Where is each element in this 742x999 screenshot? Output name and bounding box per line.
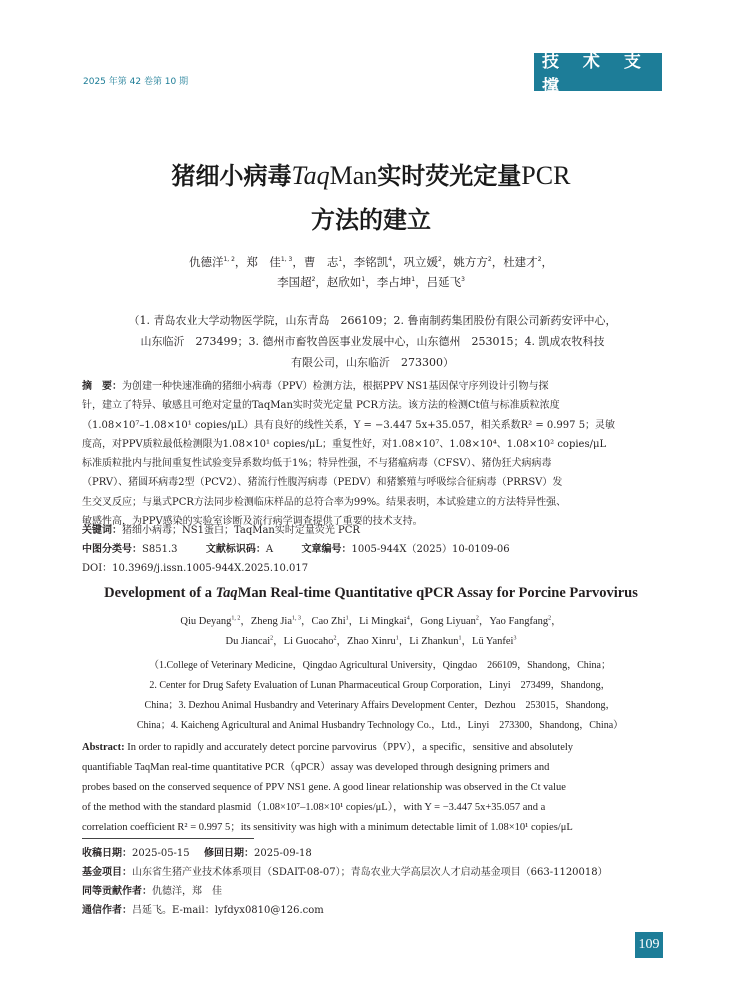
footnotes — [82, 844, 682, 920]
authors-en — [0, 612, 742, 652]
author-name: 郑 佳 — [246, 255, 281, 269]
abstract-cn-line: 标准质粒批内与批间重复性试验变异系数均低于1%；特异性强，不与猪瘟病毒（CFSV）、猪伪狂犬病病毒 — [82, 458, 552, 470]
author-affiliation-sup: 1, 3 — [280, 256, 293, 264]
affiliation-en-line: China；4. Kaicheng Agricultural and Animal Husbandry Technology Co.，Ltd.，Linyi 273300，Shandong，China） — [136, 720, 624, 731]
corresponding-line — [82, 901, 682, 920]
received-label: 收稿日期： — [82, 848, 132, 859]
author-name: 曹 志 — [303, 255, 339, 269]
author-name: Li Guocaho — [283, 636, 334, 647]
author-affiliation-sup: 2 — [548, 615, 552, 622]
fund-label: 基金项目： — [82, 867, 132, 878]
author-affiliation-sup: 2 — [487, 256, 492, 264]
abstract-cn-line: 为创建一种快速准确的猪细小病毒（PPV）检测方法，根据PPV NS1基因保守序列设计引物与探 — [122, 381, 549, 392]
article-no-label: 文章编号： — [301, 544, 352, 555]
abstract-en-line: probes based on the conserved sequence of PPV NS1 gene. A good linear relationship was observed in the Ct value — [82, 782, 566, 793]
clc-value: S851.3 — [142, 544, 178, 555]
abstract-en-line: quantifiable TaqMan real-time quantitative PCR（qPCR）assay was developed through designing primers and — [82, 762, 550, 773]
title-en-part: Development of a — [104, 585, 216, 601]
affiliation-en-line: 2. Center for Drug Safety Evaluation of Lunan Pharmaceutical Group Corporation，Linyi 273499，Shandong， — [149, 680, 611, 691]
author-affiliation-sup: 4 — [406, 615, 410, 622]
author-name: 李国超 — [277, 275, 312, 289]
abstract-en-line: In order to rapidly and accurately detect porcine parvovirus（PPV），a specific，sensitive and absolutely — [127, 742, 574, 753]
footnote-divider — [82, 838, 254, 839]
title-en-italic: Taq — [215, 585, 238, 601]
affiliation-cn-line: 有限公司，山东临沂 273300） — [291, 356, 454, 369]
author-affiliation-sup: 2 — [438, 256, 442, 264]
author-name: 吕延飞 — [426, 275, 462, 289]
title-cn-part: Man — [329, 161, 378, 190]
author-name: Cao Zhi — [311, 616, 346, 627]
author-affiliation-sup: 2 — [270, 635, 274, 642]
author-affiliation-sup: 2 — [333, 635, 337, 642]
title-cn-line2: 方法的建立 — [311, 206, 431, 234]
abstract-cn-line: 生交叉反应；与巢式PCR方法同步检测临床样品的总符合率为99%。结果表明，本试验建立的方法特异性强、 — [82, 496, 567, 508]
author-name: 李占坤 — [376, 275, 412, 289]
author-affiliation-sup: 2 — [537, 256, 542, 264]
affiliations-en — [95, 656, 665, 736]
author-affiliation-sup: 2 — [311, 276, 316, 284]
abstract-cn-line: （1.08×10⁷–1.08×10¹ copies/μL）具有良好的线性关系，Y = −3.447 5x+35.057，相关系数R² = 0.997 5；灵敏 — [82, 419, 616, 431]
author-affiliation-sup: 1, 2 — [223, 256, 235, 264]
abstract-cn — [82, 377, 664, 531]
author-affiliation-sup: 1 — [361, 276, 366, 284]
author-affiliation-sup: 3 — [513, 635, 517, 642]
doc-code-value: A — [265, 544, 274, 555]
author-name: 赵欣如 — [326, 275, 362, 289]
authors-en-line: Du Jiancai$^2$，Li Guocaho$^2$，Zhao Xinru$^1$，Li Zhankun$^1$，Lü Yanfei$^3$ — [225, 635, 517, 647]
dates-line — [82, 844, 682, 863]
revised-value: 2025-09-18 — [254, 848, 312, 859]
author-name: Li Mingkai — [359, 616, 407, 627]
author-affiliation-sup: 1 — [411, 276, 416, 284]
authors-cn-line: 李国超$^2$，赵欣如$^1$，李占坤$^1$，吕延飞$^3$ — [277, 275, 465, 289]
author-name: Yao Fangfang — [489, 616, 549, 627]
author-affiliation-sup: 1 — [345, 615, 349, 622]
title-cn-part: 实时荧光定量 — [377, 162, 522, 190]
author-affiliation-sup: 1 — [338, 256, 343, 264]
author-affiliation-sup: 2 — [475, 615, 479, 622]
authors-cn — [0, 252, 742, 292]
doc-code-label: 文献标识码： — [205, 544, 266, 555]
section-badge: 技 术 支 撑 — [534, 53, 662, 91]
title-cn-part: PCR — [521, 161, 571, 190]
corresponding-label: 通信作者： — [82, 905, 132, 916]
author-name: Du Jiancai — [225, 636, 271, 647]
title-cn-line1 — [0, 156, 742, 191]
article-no-value: 1005-944X（2025）10-0109-06 — [351, 544, 510, 555]
author-name: Li Zhankun — [409, 636, 459, 647]
abstract-cn-line: 度高，对PPV质粒最低检测限为1.08×10¹ copies/μL；重复性好，对1.08×10⁷、1.08×10⁴、1.08×10² copies/μL — [82, 438, 607, 450]
author-name: 李铭凯 — [353, 255, 389, 269]
keywords-label: 关键词： — [82, 525, 122, 536]
author-affiliation-sup: 4 — [388, 256, 393, 264]
affiliation-en-line: China；3. Dezhou Animal Husbandry and Veterinary Affairs Development Center，Dezhou 253015，Shandong， — [144, 700, 616, 711]
affiliations-cn — [100, 310, 645, 373]
author-name: Lü Yanfei — [472, 636, 514, 647]
classification-line — [82, 540, 672, 559]
article-meta — [82, 521, 672, 578]
abstract-cn-line: （PRV）、猪圆环病毒2型（PCV2）、猪流行性腹泻病毒（PEDV）和猪繁殖与呼吸综合征病毒（PRRSV）发 — [82, 477, 563, 489]
author-name: Qiu Deyang — [180, 616, 232, 627]
authors-cn-line: 仇德洋$^{1, 2}$，郑 佳$^{1, 3}$，曹 志$^1$，李铭凯$^4$，巩立媛$^2$，姚方方$^2$，杜建才$^2$， — [188, 255, 554, 269]
title-cn-italic: Taq — [291, 161, 330, 190]
revised-label: 修回日期： — [204, 848, 255, 859]
author-name: 姚方方 — [453, 255, 488, 269]
fund-line — [82, 863, 682, 882]
equal-contrib-value: 仇德洋，郑 佳 — [152, 886, 222, 897]
abstract-en — [82, 738, 664, 838]
abstract-en-line: correlation coefficient R² = 0.997 5；its sensitivity was high with a minimum detectable limit of 1.08×10¹ copies/μL — [82, 822, 573, 833]
affiliation-en-line: （1.College of Veterinary Medicine，Qingdao Agricultural University，Qingdao 266109，Shandong，China； — [149, 660, 611, 671]
author-name: Gong Liyuan — [420, 616, 476, 627]
doi[interactable]: DOI：10.3969/j.issn.1005-944X.2025.10.017 — [82, 563, 309, 574]
author-affiliation-sup: 1, 3 — [292, 615, 302, 622]
clc-label: 中图分类号： — [82, 544, 142, 555]
keywords-cn — [82, 521, 672, 540]
title-en-part: Man Real-time Quantitative qPCR Assay for Porcine Parvovirus — [237, 585, 638, 601]
author-name: Zhao Xinru — [347, 636, 396, 647]
author-affiliation-sup: 3 — [461, 276, 465, 284]
author-name: 巩立媛 — [403, 255, 439, 269]
equal-contrib-label: 同等贡献作者： — [82, 886, 152, 897]
equal-contrib-line — [82, 882, 682, 901]
page-number: 109 — [635, 932, 663, 958]
fund-value: 山东省生猪产业技术体系项目（SDAIT-08-07）；青岛农业大学高层次人才启动基金项目（663-1120018） — [132, 867, 608, 878]
author-affiliation-sup: 1 — [395, 635, 399, 642]
author-name: 杜建才 — [503, 255, 538, 269]
title-cn-part: 猪细小病毒 — [171, 162, 292, 190]
abstract-cn-line: 敏感性高，为PPV感染的实验室诊断及流行病学调查提供了重要的技术支持。 — [82, 516, 423, 528]
received-value: 2025-05-15 — [132, 848, 190, 859]
title-en — [0, 585, 742, 602]
abstract-cn-label: 摘 要： — [82, 381, 122, 392]
abstract-en-label: Abstract: — [82, 742, 125, 753]
author-affiliation-sup: 1, 2 — [231, 615, 241, 622]
author-name: Zheng Jia — [250, 616, 293, 627]
abstract-cn-line: 针，建立了特异、敏感且可绝对定量的TaqMan实时荧光定量 PCR方法。该方法的检测Ct值与标准质粒浓度 — [82, 400, 560, 412]
keywords-value: 猪细小病毒；NS1蛋白；TaqMan实时定量荧光 PCR — [122, 525, 360, 536]
authors-en-line: Qiu Deyang$^{1, 2}$，Zheng Jia$^{1, 3}$，Cao Zhi$^1$，Li Mingkai$^4$，Gong Liyuan$^2$，Yao Fangfang$^2$， — [180, 615, 562, 627]
author-affiliation-sup: 1 — [458, 635, 462, 642]
author-name: 仇德洋 — [188, 255, 224, 269]
journal-issue: 2025 年第 42 卷第 10 期 — [83, 77, 189, 87]
corresponding-value[interactable]: 吕延飞。E-mail：lyfdyx0810@126.com — [132, 905, 324, 916]
abstract-en-line: of the method with the standard plasmid（1.08×10⁷–1.08×10¹ copies/μL），with Y = −3.447 5x+35.057 and a — [82, 802, 546, 813]
affiliation-cn-line: （1. 青岛农业大学动物医学院，山东青岛 266109；2. 鲁南制药集团股份有限公司新药安评中心， — [128, 314, 617, 327]
affiliation-cn-line: 山东临沂 273499；3. 德州市畜牧兽医事业发展中心，山东德州 253015；4. 凯成农牧科技 — [140, 335, 605, 348]
